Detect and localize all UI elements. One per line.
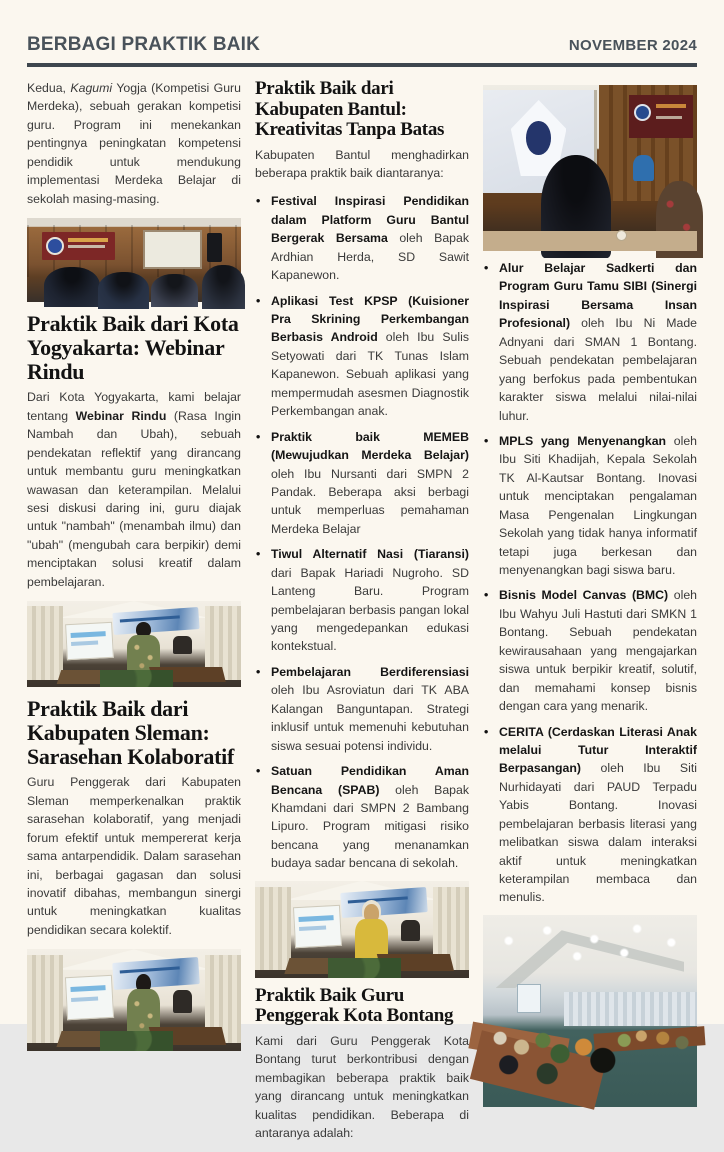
bullet-bold: Bisnis Model Canvas (BMC) xyxy=(499,588,669,603)
photo-sleman-presentation xyxy=(27,601,241,687)
list-item xyxy=(255,192,469,284)
paragraph-bontang-intro: Kami dari Guru Penggerak Kota Bontang turut berkontribusi dengan membagikan beberapa praktik baik yang dirancang untuk meningkatkan kualitas pendidikan. Beberapa di antaranya adalah: xyxy=(255,1033,469,1140)
bullet-text: oleh Ibu Nursanti dari SMPN 2 Pandak. Beberapa aksi berbagi untuk memperluas pemahaman Merdeka Belajar xyxy=(271,466,469,536)
photo-bontang-presenter xyxy=(255,881,469,978)
issue-date: NOVEMBER 2024 xyxy=(568,37,697,54)
paragraph-sarasehan: Guru Penggerak dari Kabupaten Sleman memperkenalkan praktik sarasehan kolaboratif, yang menjadi forum efektif untuk mempererat kerja sama antarpendidik. Dalam sarasehan ini, berbagai gagasan dan solusi inovatif dibahas, membangun sinergi untuk meningkatkan kualitas pendidikan secara kolektif. xyxy=(27,775,241,937)
bullet-text: oleh Ibu Ni Made Adnyani dari SMAN 1 Bontang. Sebuah pendekatan pembelajaran yang berfokus pada pembentukan karakter siswa melalui nilai-nilai luhur. xyxy=(499,316,697,423)
bontang-bullet-list xyxy=(483,259,697,907)
bantul-bullet-list xyxy=(255,192,469,872)
heading-sleman: Praktik Baik dari Kabupaten Sleman: Sarasehan Kolaboratif xyxy=(27,696,234,769)
bullet-text: oleh Ibu Asroviatun dari TK ABA Kalangan Banguntapan. Strategi inklusif untuk memenuhi kebutuhan siswa sesuai potensi individu. xyxy=(271,683,469,753)
list-item xyxy=(483,723,697,907)
column-2 xyxy=(255,79,469,1152)
bullet-bold: Festival Inspirasi Pendidikan dalam Platform Guru Bantul Bergerak Bersama xyxy=(271,194,469,246)
paragraph-bantul-intro: Kabupaten Bantul menghadirkan beberapa praktik baik diantaranya: xyxy=(255,147,469,180)
bullet-bold: Tiwul Alternatif Nasi (Tiaransi) xyxy=(271,547,469,562)
paragraph-webinar-rindu xyxy=(27,388,241,591)
list-item xyxy=(483,586,697,715)
bullet-bold: Praktik baik MEMEB (Mewujudkan Merdeka Belajar) xyxy=(271,429,469,463)
paragraph-text-cont: (Rasa Ingin Nambah dan Ubah), sebuah pendekatan reflektif yang dirancang untuk membantu guru meningkatkan wawasan dan keterampilan. Melalui sesi diskusi daring ini, guru diajak untuk "nambah" (menambah ilmu) dan "ubah" (mengubah cara berpikir) demi menciptakan solusi kreatif dalam pembelajaran. xyxy=(27,408,241,589)
paragraph-bold: Webinar Rindu xyxy=(75,408,167,423)
bullet-text: oleh Ibu Siti Khadijah, Kepala Sekolah TK Al-Kautsar Bontang. Inovasi untuk menciptakan pengalaman Masa Pengenalan Lingkungan Sekolah yang tidak hanya informatif tetapi juga berkesan dan menyenangkan bagi siswa baru. xyxy=(499,433,697,577)
bullet-text: oleh Bapak Ardhian Herda, SD Sawit Kapanewon. xyxy=(271,231,469,283)
bullet-text: oleh Ibu Sulis Setyowati dari TK Tunas Islam Kapanewon. Sebuah aplikasi yang mempermudah asesmen Diagnostik Perkembangan anak. xyxy=(271,330,469,419)
list-item xyxy=(255,428,469,539)
heading-bantul: Praktik Baik dari Kabupaten Bantul: Kreativitas Tanpa Batas xyxy=(255,78,445,141)
list-item xyxy=(255,762,469,873)
content-columns xyxy=(0,67,724,1140)
heading-bontang: Praktik Baik Guru Penggerak Kota Bontang xyxy=(255,984,454,1027)
bullet-text: oleh Ibu Siti Nurhidayati dari PAUD Terpadu Yabis Bontang. Inovasi pembelajaran berbasis literasi yang melibatkan siswa dalam interaksi aktif untuk meningkatkan keterampilan membaca dan menulis. xyxy=(499,761,697,905)
column-3 xyxy=(483,79,697,1152)
list-item xyxy=(255,545,469,656)
list-item xyxy=(483,432,697,580)
bullet-bold: Satuan Pendidikan Aman Bencana (SPAB) xyxy=(271,764,469,797)
list-item xyxy=(255,663,469,755)
bullet-bold: CERITA (Cerdaskan Literasi Anak melalui Tutur Interaktif Berpasangan) xyxy=(499,724,697,776)
bullet-bold: Pembelajaran Berdiferensiasi xyxy=(271,664,469,679)
intro-paragraph xyxy=(27,79,241,208)
masthead xyxy=(0,0,724,67)
bullet-text: dari Bapak Hariadi Nugroho. SD Lanteng Baru. Program pembelajaran berbasis pangan lokal yang mengedepankan edukasi kontekstual. xyxy=(271,565,469,654)
photo-projection-hall xyxy=(483,85,697,251)
bullet-bold: Aplikasi Test KPSP (Kuisioner Pra Skrining Perkembangan Berbasis Android xyxy=(271,293,469,345)
paragraph-text: Dari Kota Yogyakarta, kami belajar tentang xyxy=(27,390,241,423)
column-1 xyxy=(27,79,241,1152)
intro-text: Kedua, xyxy=(27,81,71,95)
list-item xyxy=(255,292,469,421)
bullet-text: oleh Bapak Khamdani dari SMPN 2 Bambang Lipuro. Program mitigasi risiko bencana yang menanamkan budaya sadar bencana di sekolah. xyxy=(271,782,470,871)
photo-audience-room xyxy=(483,915,697,1107)
bullet-bold: Alur Belajar Sadkerti dan Program Guru Tamu SIBI (Sinergi Inspirasi Bersama Insan Profesional) xyxy=(499,261,697,331)
bullet-bold: MPLS yang Menyenangkan xyxy=(499,433,667,448)
heading-yogyakarta: Praktik Baik dari Kota Yogyakarta: Webinar Rindu xyxy=(27,311,239,384)
photo-yogyakarta-meeting-room xyxy=(27,218,241,302)
bullet-text: oleh Ibu Wahyu Juli Hastuti dari SMKN 1 Bontang. Sebuah pendekatan kewirausahaan yang mengajarkan siswa untuk berpikir kreatif, solutif, dan memahami konsep bisnis dengan cara yang menarik. xyxy=(499,588,697,714)
photo-sleman-speaker-mic xyxy=(27,949,241,1051)
intro-text-cont: Yogja (Kompetisi Guru Merdeka), sebuah gerakan kompetisi guru. Program ini menekankan pentingnya peningkatan kompetensi pendidik untuk mendukung implementasi Merdeka Belajar di sekolah masing-masing. xyxy=(27,81,241,206)
intro-italic: Kagumi xyxy=(70,81,113,95)
page-title: BERBAGI PRAKTIK BAIK xyxy=(27,34,261,55)
list-item xyxy=(483,259,697,425)
